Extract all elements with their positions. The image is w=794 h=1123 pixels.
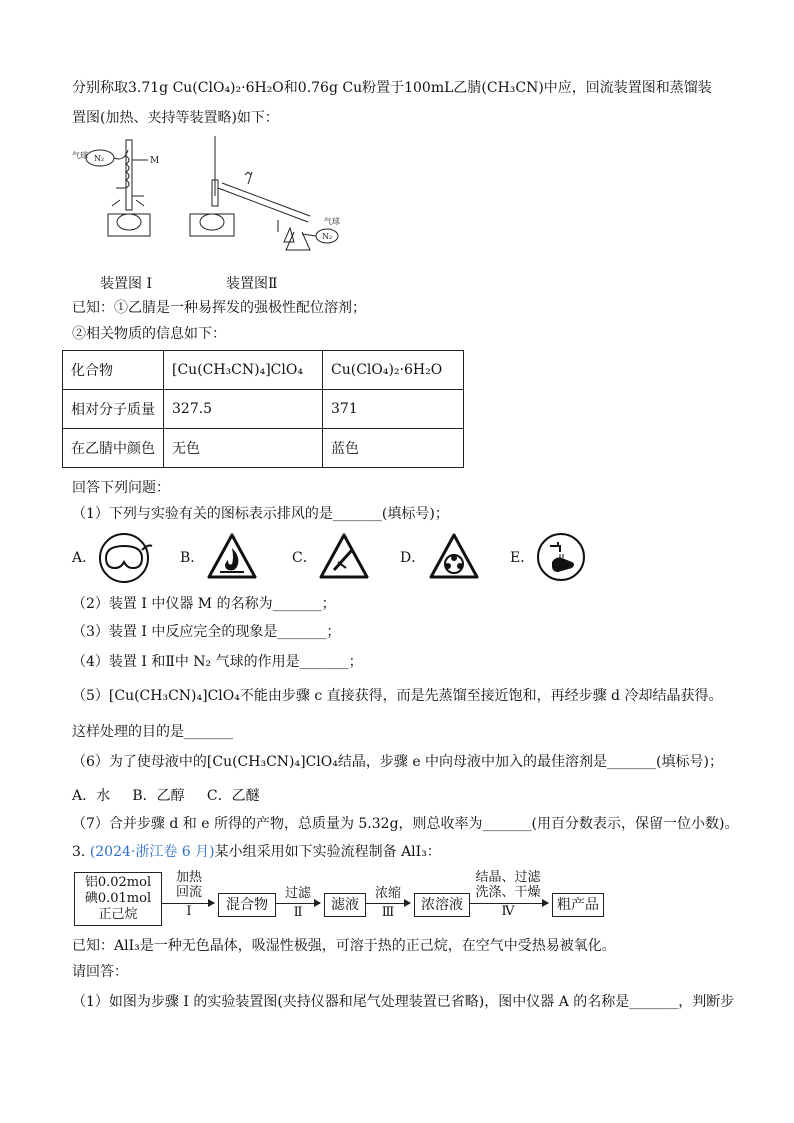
- step-text: 回流: [175, 885, 202, 900]
- step-text: 结晶、过滤: [475, 870, 541, 885]
- flame-warning-icon: [206, 532, 258, 580]
- step-text: 加热: [175, 870, 202, 885]
- table-row: [63, 429, 464, 468]
- apparatus-label-1: 装置图 I: [100, 276, 152, 292]
- flow-box-crude-product: 粗产品: [552, 893, 604, 917]
- question-5-line-1: （5）[Cu(CH₃CN)₄]ClO₄不能由步骤 c 直接获得，而是先蒸馏至接近饱和，再经步骤 d 冷却结晶获得。: [72, 688, 723, 704]
- intro-line-2: 置图(加热、夹持等装置略)如下：: [72, 110, 279, 126]
- hand-wash-icon: [536, 532, 586, 582]
- question-4: （4）装置 I 和Ⅱ中 N₂ 气球的作用是_______；: [72, 654, 363, 670]
- table-cell: Cu(ClO₄)₂·6H₂O: [323, 351, 464, 390]
- step-numeral: Ⅳ: [501, 904, 515, 919]
- question-6-options: A．水 B．乙醇 C．乙醚: [72, 788, 260, 804]
- question-6: （6）为了使母液中的[Cu(CH₃CN)₄]ClO₄结晶，步骤 e 中向母液中加入的最佳溶剂是_______(填标号)；: [72, 754, 723, 770]
- flow-start-line: 铝0.02mol: [84, 875, 152, 890]
- flow-start-line: 正己烷: [98, 907, 138, 922]
- flow-start-box: [74, 872, 162, 926]
- apparatus-label-2: 装置图Ⅱ: [226, 276, 278, 292]
- flow-arrow: [276, 903, 320, 904]
- table-row: [63, 351, 464, 390]
- flow-arrow: [470, 903, 548, 904]
- flow-arrow: [162, 903, 214, 904]
- m-label: M: [150, 156, 160, 166]
- sharp-object-warning-icon: [318, 532, 370, 580]
- problem-title: 某小组采用如下实验流程制备 AlI₃：: [214, 844, 441, 860]
- table-cell: 相对分子质量: [63, 390, 164, 429]
- step-numeral: Ⅲ: [381, 905, 395, 920]
- option-a-label: A．: [72, 550, 97, 566]
- question-3: （3）装置 I 中反应完全的现象是_______；: [72, 624, 341, 640]
- step-text: 洗涤、干燥: [475, 885, 541, 900]
- question-1: （1）下列与实验有关的图标表示排风的是_______(填标号)；: [72, 506, 449, 522]
- question-5-line-2: 这样处理的目的是_______: [72, 724, 233, 740]
- table-cell: [Cu(CH₃CN)₄]ClO₄: [164, 351, 323, 390]
- option-c-label: C．: [292, 550, 317, 566]
- step-text: 过滤: [284, 886, 311, 901]
- option-d-label: D．: [400, 550, 426, 566]
- step-numeral: I: [186, 904, 192, 919]
- table-cell: 无色: [164, 429, 323, 468]
- problem-3-ask: 请回答：: [72, 964, 128, 980]
- step-text: 浓缩: [374, 886, 401, 901]
- table-cell: 蓝色: [323, 429, 464, 468]
- flow-start-line: 碘0.01mol: [84, 891, 152, 906]
- balloon-label-2: 气球: [324, 217, 340, 226]
- table-cell: 327.5: [164, 390, 323, 429]
- flow-box-mixture: 混合物: [218, 893, 276, 917]
- balloon-label-1: 气球: [72, 151, 88, 160]
- known-line-1: 已知：①乙腈是一种易挥发的强极性配位溶剂；: [72, 300, 366, 316]
- table-cell: 371: [323, 390, 464, 429]
- apparatus-diagram: [72, 136, 362, 256]
- option-e-label: E．: [510, 550, 535, 566]
- substance-table: [62, 350, 464, 468]
- flow-box-filtrate: 滤液: [324, 893, 366, 917]
- step-numeral: Ⅱ: [293, 905, 303, 920]
- question-2: （2）装置 I 中仪器 M 的名称为_______；: [72, 596, 336, 612]
- table-cell: 在乙腈中颜色: [63, 429, 164, 468]
- flow-box-concentrate: 浓溶液: [414, 893, 470, 917]
- option-b-label: B．: [180, 550, 205, 566]
- flow-step-4: [470, 870, 546, 919]
- problem-source: (2024·浙江卷 6 月): [89, 844, 215, 860]
- intro-line-1: 分别称取3.71g Cu(ClO₄)₂·6H₂O和0.76g Cu粉置于100mL乙腈(CH₃CN)中应，回流装置图和蒸馏装: [72, 80, 712, 96]
- problem-3-question-1: （1）如图为步骤 I 的实验装置图(夹持仪器和尾气处理装置已省略)，图中仪器 A 的名称是_______，判断步: [72, 994, 735, 1010]
- flow-step-1: [166, 870, 212, 919]
- problem-number: 3.: [72, 844, 86, 860]
- problem-3-heading: [72, 842, 441, 862]
- problem-3-known: 已知：AlI₃是一种无色晶体，吸湿性极强，可溶于热的正己烷，在空气中受热易被氧化。: [72, 938, 616, 954]
- flow-arrow: [366, 903, 410, 904]
- goggles-icon: [98, 532, 154, 584]
- n2-label-2: N₂: [322, 232, 333, 241]
- questions-header: 回答下列问题：: [72, 480, 170, 496]
- table-cell: 化合物: [63, 351, 164, 390]
- table-row: [63, 390, 464, 429]
- known-line-2: ②相关物质的信息如下：: [72, 326, 226, 342]
- n2-label-1: N₂: [94, 154, 105, 163]
- exhaust-fan-icon: [428, 532, 480, 580]
- question-7: （7）合并步骤 d 和 e 所得的产物，总质量为 5.32g，则总收率为_______(用百分数表示，保留一位小数)。: [72, 816, 739, 832]
